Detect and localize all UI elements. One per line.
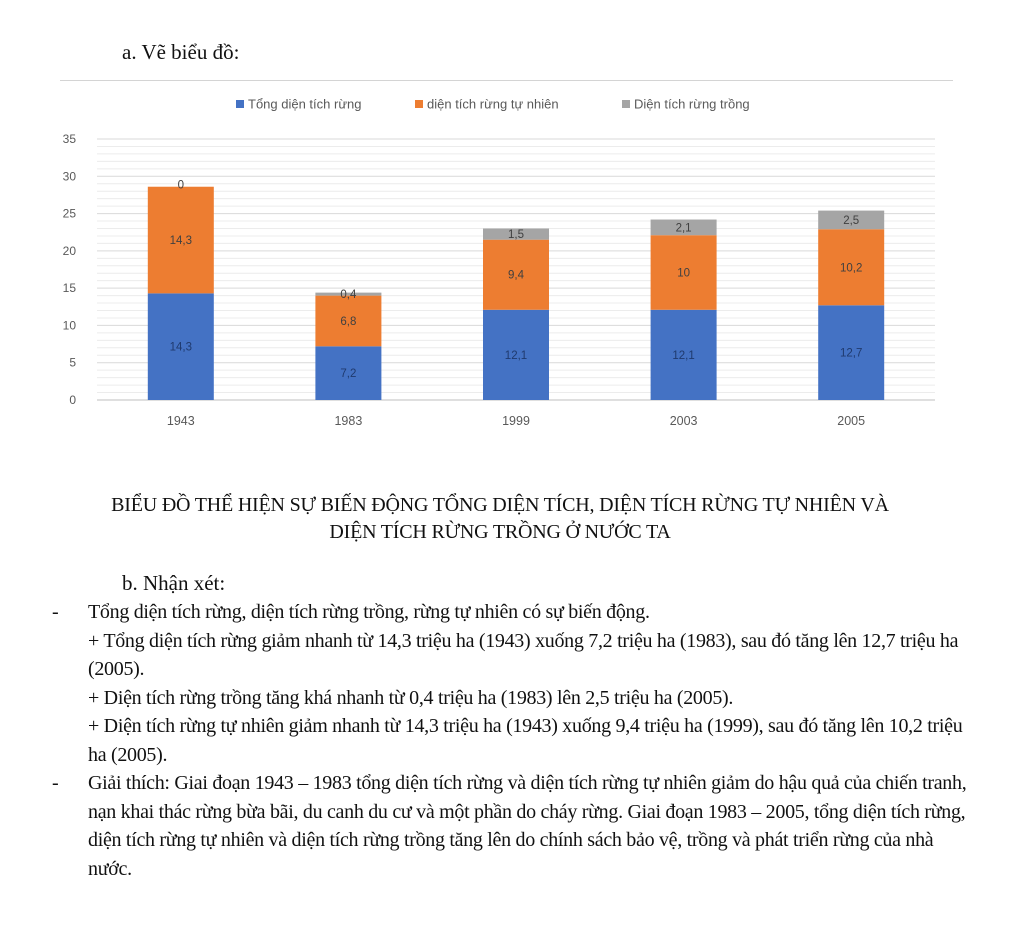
legend-swatch (622, 100, 630, 108)
caption-line-1: BIỂU ĐỒ THỂ HIỆN SỰ BIẾN ĐỘNG TỔNG DIỆN TÍCH, DIỆN TÍCH RỪNG TỰ NHIÊN VÀ (111, 494, 889, 516)
y-tick-label: 30 (62, 169, 76, 184)
data-label: 2,1 (675, 222, 692, 235)
comment-sub-2: + Diện tích rừng trồng tăng khá nhanh từ 0,4 triệu ha (1983) lên 2,5 triệu ha (2005). (88, 686, 734, 709)
comment-sub-1: + Tổng diện tích rừng giảm nhanh từ 14,3 triệu ha (1943) xuống 7,2 triệu ha (1983), sau đó tăng lên 12,7 triệu ha (2005). (88, 629, 959, 680)
y-tick-label: 15 (62, 281, 76, 296)
comment-sub-3: + Diện tích rừng tự nhiên giảm nhanh từ 14,3 triệu ha (1943) xuống 9,4 triệu ha (1999), sau đó tăng lên 10,2 triệu ha (2005). (88, 715, 963, 766)
chart-caption (0, 492, 1000, 546)
data-label: 9,4 (508, 269, 524, 282)
data-label: 14,3 (169, 235, 192, 248)
y-tick-label: 20 (62, 243, 76, 258)
comment-item-2 (52, 769, 972, 883)
data-label: 10 (677, 267, 690, 280)
y-tick-label: 5 (69, 355, 76, 370)
x-tick-label: 1983 (334, 414, 363, 428)
dash-bullet: - (52, 601, 59, 623)
legend-label: diện tích rừng tự nhiên (427, 96, 559, 112)
x-tick-label: 1943 (166, 414, 195, 428)
caption-line-2: DIỆN TÍCH RỪNG TRỒNG Ở NƯỚC TA (329, 521, 671, 543)
data-label: 12,7 (840, 347, 863, 360)
heading-draw-chart: a. Vẽ biểu đồ: (122, 40, 240, 64)
legend-swatch (415, 100, 423, 108)
data-label: 14,3 (169, 341, 192, 354)
legend-swatch (236, 100, 244, 108)
legend-label: Diện tích rừng trồng (634, 96, 750, 112)
x-tick-label: 2005 (837, 414, 866, 428)
comment-section (52, 598, 972, 883)
data-label: 1,5 (508, 229, 524, 242)
data-label: 6,8 (340, 315, 357, 328)
data-label: 2,5 (843, 214, 860, 227)
data-label: 0,4 (340, 289, 357, 302)
explanation-text: Giải thích: Giai đoạn 1943 – 1983 tổng diện tích rừng và diện tích rừng tự nhiên giảm do hậu quả của chiến tranh, nạn khai thác rừng bừa bãi, du canh du cư và một phần do cháy rừng. Giai đoạn 1983 – 2005, tổng diện tích rừng, diện tích rừng tự nhiên và diện tích rừng trồng tăng lên do chính sách bảo vệ, trồng và phát triển rừng của nhà nước. (88, 772, 967, 880)
heading-comments: b. Nhận xét: (122, 571, 226, 595)
x-tick-label: 2003 (669, 414, 698, 428)
data-label: 7,2 (340, 368, 357, 381)
x-tick-label: 1999 (502, 414, 530, 428)
y-tick-label: 10 (62, 318, 76, 333)
data-label: 0 (177, 179, 185, 192)
data-label: 12,1 (504, 349, 528, 362)
dash-bullet: - (52, 772, 59, 794)
stacked-bar-chart (0, 0, 1024, 460)
legend-label: Tổng diện tích rừng (248, 96, 362, 112)
y-tick-label: 0 (69, 393, 76, 407)
y-tick-label: 35 (62, 132, 76, 146)
comment-item-1 (52, 598, 972, 627)
data-label: 10,2 (840, 262, 863, 275)
comment-text-1: Tổng diện tích rừng, diện tích rừng trồng, rừng tự nhiên có sự biến động. (88, 601, 650, 623)
data-label: 12,1 (672, 349, 695, 362)
y-tick-label: 25 (62, 206, 76, 221)
